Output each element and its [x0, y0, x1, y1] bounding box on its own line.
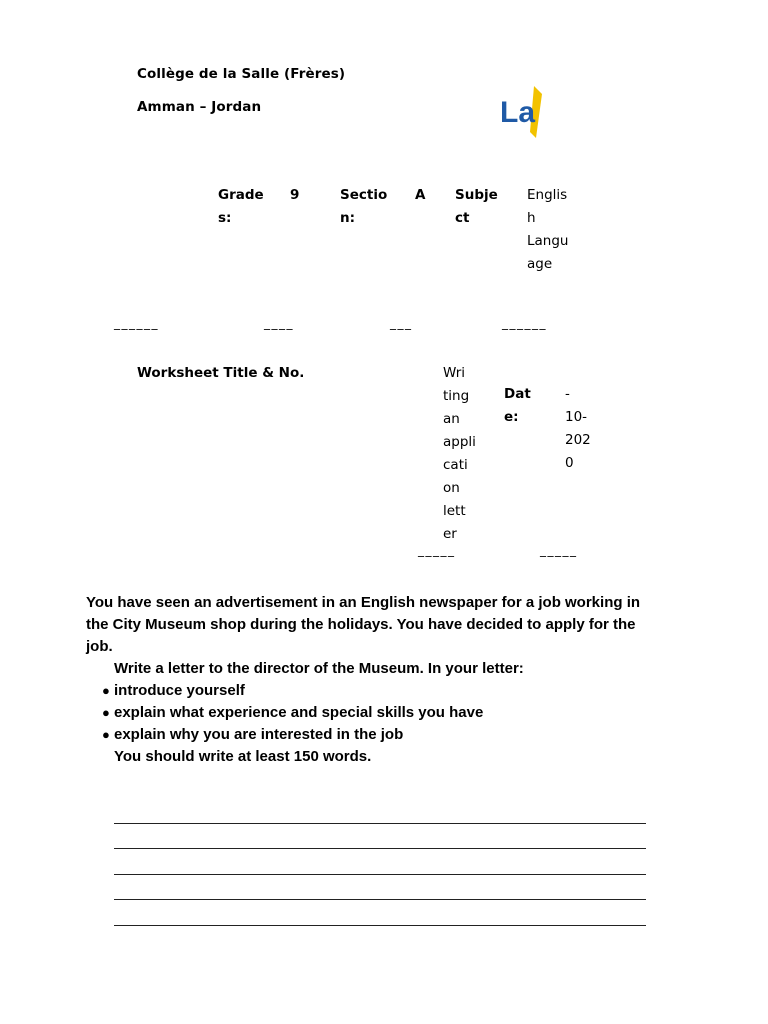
bullet-item: ● explain why you are interested in the job — [102, 726, 404, 743]
bullet-item: ● explain what experience and special skills you have — [102, 704, 484, 721]
school-name: Collège de la Salle (Frères) — [137, 66, 346, 82]
dash-line-2: ____ — [264, 316, 294, 330]
prompt-intro: You have seen an advertisement in an English newspaper for a job working in the City Museum shop during the holidays. You have decided to apply for the job. — [86, 594, 641, 655]
word-count-instruction: You should write at least 150 words. — [114, 748, 372, 765]
worksheet-title-label: Worksheet Title & No. — [137, 365, 305, 381]
answer-line[interactable] — [114, 874, 646, 875]
answer-line[interactable] — [114, 823, 646, 824]
writing-prompt — [86, 592, 666, 768]
school-logo — [498, 80, 544, 140]
date-value: - 10- 202 0 — [565, 386, 591, 471]
answer-line[interactable] — [114, 925, 646, 926]
answer-line[interactable] — [114, 848, 646, 849]
dash-line-1: ______ — [114, 316, 159, 330]
prompt-instruction: Write a letter to the director of the Museum. In your letter: — [114, 660, 524, 677]
section-value: A — [415, 187, 426, 203]
school-location: Amman – Jordan — [137, 99, 262, 115]
section-label: Sectio n: — [340, 187, 388, 226]
grade-label: Grade s: — [218, 187, 264, 226]
grade-value: 9 — [290, 187, 300, 203]
worksheet-title-value: Wri ting an appli cati on lett er — [443, 365, 476, 542]
subject-label: Subje ct — [455, 187, 498, 226]
dash-line-4: ______ — [502, 316, 547, 330]
answer-line[interactable] — [114, 899, 646, 900]
dash-line-6: _____ — [540, 543, 578, 557]
date-label: Dat e: — [504, 386, 531, 425]
bullet-item: ● introduce yourself — [102, 682, 245, 699]
logo-text: La — [500, 96, 536, 129]
dash-line-5: _____ — [418, 543, 456, 557]
prompt-bullets — [86, 680, 666, 746]
dash-line-3: ___ — [390, 316, 413, 330]
subject-value: Englis h Langu age — [527, 187, 569, 272]
